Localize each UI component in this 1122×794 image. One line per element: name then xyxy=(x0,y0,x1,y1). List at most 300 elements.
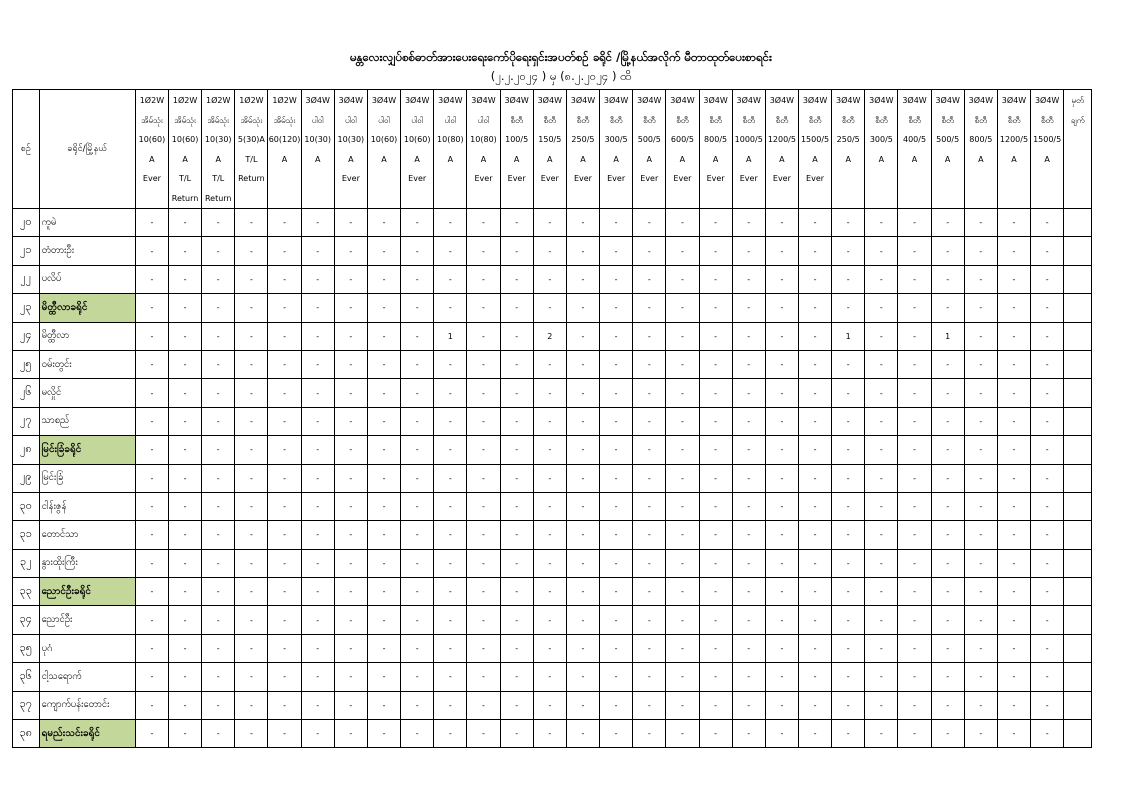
township-name: မြင်းခြံ xyxy=(39,464,135,492)
header-meter-line: Ever xyxy=(739,174,758,183)
meter-count-cell: - xyxy=(765,606,798,634)
meter-count-cell: - xyxy=(533,436,566,464)
meter-count-cell: - xyxy=(367,720,400,748)
meter-count-cell: - xyxy=(964,209,997,237)
meter-count-cell: - xyxy=(301,720,334,748)
meter-count-cell: - xyxy=(169,492,202,520)
meter-count-cell: - xyxy=(832,237,865,265)
meter-count-cell: - xyxy=(997,521,1030,549)
meter-count-cell: - xyxy=(169,606,202,634)
header-meter-line: A xyxy=(182,154,188,164)
meter-count-cell: - xyxy=(798,379,831,407)
meter-count-cell: - xyxy=(633,634,666,662)
header-meter-line: 10(60) xyxy=(370,135,398,144)
meter-count-cell: - xyxy=(235,407,268,435)
meter-count-cell: - xyxy=(798,237,831,265)
meter-count-cell: - xyxy=(732,578,765,606)
meter-count-cell: - xyxy=(235,492,268,520)
meter-count-cell: - xyxy=(1031,436,1064,464)
meter-count-cell: - xyxy=(600,379,633,407)
meter-count-cell: - xyxy=(367,209,400,237)
header-meter-line: Ever xyxy=(772,174,791,183)
meter-count-cell: - xyxy=(765,209,798,237)
meter-count-cell: - xyxy=(334,209,367,237)
meter-count-cell: - xyxy=(500,663,533,691)
header-meter-line: 3Ø4W xyxy=(570,96,596,105)
meter-count-cell: - xyxy=(732,265,765,293)
header-meter-line: 1500/5 xyxy=(800,135,830,144)
meter-count-cell: - xyxy=(898,549,931,577)
meter-count-cell: - xyxy=(832,265,865,293)
meter-count-cell: - xyxy=(633,606,666,634)
header-meter-line: စီတီ xyxy=(908,115,921,125)
meter-count-cell: - xyxy=(500,265,533,293)
meter-count-cell: - xyxy=(268,578,301,606)
township-name: တောင်သာ xyxy=(39,521,135,549)
header-remarks xyxy=(1064,90,1092,209)
meter-count-cell: - xyxy=(268,606,301,634)
meter-count-cell: - xyxy=(964,407,997,435)
meter-count-cell: - xyxy=(500,578,533,606)
meter-count-cell: - xyxy=(865,237,898,265)
header-meter-line: Ever xyxy=(540,174,559,183)
meter-count-cell: - xyxy=(334,720,367,748)
meter-count-cell: - xyxy=(666,265,699,293)
remark-cell xyxy=(1064,634,1092,662)
meter-count-cell: - xyxy=(367,407,400,435)
header-meter-line: A xyxy=(149,154,155,164)
meter-count-cell: - xyxy=(633,691,666,719)
header-meter-line: 1Ø2W xyxy=(139,96,165,105)
meter-count-cell: - xyxy=(235,521,268,549)
meter-count-cell: - xyxy=(1031,209,1064,237)
meter-count-cell: - xyxy=(235,294,268,322)
meter-count-cell: - xyxy=(268,521,301,549)
meter-count-cell: - xyxy=(699,663,732,691)
header-meter-line: 3Ø4W xyxy=(404,96,430,105)
meter-count-cell: - xyxy=(1031,407,1064,435)
meter-count-cell: - xyxy=(533,407,566,435)
header-meter-line: စီတီ xyxy=(941,115,954,125)
district-name: မြင်းခြံခရိုင် xyxy=(39,436,135,464)
meter-count-cell: - xyxy=(865,322,898,350)
meter-count-cell: - xyxy=(434,407,467,435)
meter-count-cell: - xyxy=(600,720,633,748)
row-serial: ၂၅ xyxy=(13,350,40,378)
table-row xyxy=(13,294,1092,322)
meter-count-cell: - xyxy=(334,634,367,662)
meter-count-cell: - xyxy=(202,464,235,492)
meter-count-cell: - xyxy=(964,578,997,606)
meter-count-cell: - xyxy=(1031,265,1064,293)
meter-count-cell: - xyxy=(500,237,533,265)
meter-count-cell: - xyxy=(401,322,434,350)
meter-count-cell: - xyxy=(500,549,533,577)
page-title: မန္တလေးလျှပ်စစ်ဓာတ်အားပေးရေးကော်ပိုရေးရှင်းအပတ်စဉ် ခရိုင် /မြို့နယ်အလိုက် မီတာထုတ်ပေးစာရင်း xyxy=(350,50,772,64)
header-meter-line: A xyxy=(547,154,553,164)
meter-count-cell: - xyxy=(235,379,268,407)
meter-count-cell: - xyxy=(367,237,400,265)
meter-count-cell: - xyxy=(931,720,964,748)
meter-count-cell: - xyxy=(898,663,931,691)
meter-count-cell: - xyxy=(798,294,831,322)
meter-count-cell: - xyxy=(235,322,268,350)
header-meter-line: Ever xyxy=(673,174,692,183)
meter-count-cell: - xyxy=(169,209,202,237)
header-meter-line: 3Ø4W xyxy=(438,96,463,105)
meter-count-cell: - xyxy=(235,209,268,237)
meter-count-cell: - xyxy=(566,265,599,293)
header-meter-line: 3Ø4W xyxy=(935,96,960,105)
meter-count-cell: - xyxy=(997,492,1030,520)
meter-count-cell: - xyxy=(135,407,168,435)
meter-count-cell: - xyxy=(666,436,699,464)
header-meter-col xyxy=(865,90,898,209)
meter-count-cell: - xyxy=(533,265,566,293)
meter-count-cell: - xyxy=(732,691,765,719)
meter-count-cell: - xyxy=(202,294,235,322)
meter-count-cell: - xyxy=(367,436,400,464)
meter-count-cell: - xyxy=(765,691,798,719)
meter-count-cell: - xyxy=(566,549,599,577)
meter-count-cell: - xyxy=(500,294,533,322)
meter-count-cell: - xyxy=(765,379,798,407)
header-meter-line: Ever xyxy=(142,174,161,183)
meter-count-cell: - xyxy=(268,436,301,464)
meter-count-cell: - xyxy=(202,492,235,520)
meter-count-cell: - xyxy=(964,521,997,549)
meter-count-cell: - xyxy=(235,464,268,492)
meter-count-cell: - xyxy=(931,634,964,662)
meter-count-cell: - xyxy=(235,350,268,378)
meter-count-cell: - xyxy=(997,294,1030,322)
meter-count-cell: - xyxy=(434,237,467,265)
row-serial: ၂၃ xyxy=(13,294,40,322)
meter-count-cell: - xyxy=(997,578,1030,606)
meter-count-cell: - xyxy=(334,521,367,549)
header-meter-line: 3Ø4W xyxy=(670,96,695,105)
meter-count-cell: - xyxy=(434,209,467,237)
meter-count-cell: - xyxy=(997,691,1030,719)
meter-count-cell: - xyxy=(169,265,202,293)
meter-count-cell: - xyxy=(898,691,931,719)
meter-count-cell: - xyxy=(268,549,301,577)
meter-count-cell: - xyxy=(732,663,765,691)
meter-count-cell: - xyxy=(566,237,599,265)
header-meter-col xyxy=(401,90,434,209)
meter-count-cell: 2 xyxy=(533,322,566,350)
meter-count-cell: - xyxy=(500,634,533,662)
header-meter-col xyxy=(169,90,202,209)
meter-count-cell: - xyxy=(533,606,566,634)
township-name: တံတားဦး xyxy=(39,237,135,265)
remark-cell xyxy=(1064,436,1092,464)
meter-count-cell: - xyxy=(732,634,765,662)
meter-count-cell: - xyxy=(964,663,997,691)
meter-count-cell: - xyxy=(533,549,566,577)
header-meter-col xyxy=(500,90,533,209)
meter-count-cell: - xyxy=(169,379,202,407)
row-serial: ၃၅ xyxy=(13,634,40,662)
meter-count-cell: - xyxy=(334,237,367,265)
meter-count-cell: - xyxy=(798,549,831,577)
meter-count-cell: - xyxy=(931,521,964,549)
meter-count-cell: - xyxy=(600,606,633,634)
header-meter-line: 10(60) xyxy=(171,135,199,144)
meter-count-cell: - xyxy=(202,578,235,606)
meter-count-cell: - xyxy=(898,209,931,237)
meter-count-cell: - xyxy=(699,379,732,407)
meter-count-cell: - xyxy=(401,691,434,719)
meter-count-cell: - xyxy=(699,350,732,378)
meter-count-cell: - xyxy=(765,237,798,265)
header-meter-line: Return xyxy=(204,193,232,203)
meter-count-cell: - xyxy=(997,322,1030,350)
meter-count-cell: - xyxy=(467,549,500,577)
meter-count-cell: - xyxy=(699,606,732,634)
meter-count-cell: - xyxy=(202,407,235,435)
meter-count-cell: - xyxy=(268,265,301,293)
header-meter-line: A xyxy=(447,154,454,164)
header-meter-line: 3Ø4W xyxy=(603,96,629,105)
meter-count-cell: - xyxy=(633,436,666,464)
row-serial: ၂၇ xyxy=(13,407,40,435)
meter-count-cell: - xyxy=(865,492,898,520)
header-meter-col xyxy=(600,90,633,209)
meter-count-cell: - xyxy=(334,464,367,492)
district-name: ညောင်ဦးခရိုင် xyxy=(39,578,135,606)
meter-count-cell: - xyxy=(931,379,964,407)
header-meter-line: A xyxy=(613,154,619,164)
meter-count-cell: - xyxy=(566,379,599,407)
header-meter-line: 3Ø4W xyxy=(637,96,662,105)
meter-count-cell: - xyxy=(467,691,500,719)
header-meter-line: A xyxy=(414,154,420,164)
meter-count-cell: - xyxy=(169,464,202,492)
meter-count-cell: - xyxy=(898,720,931,748)
meter-count-cell: - xyxy=(301,521,334,549)
meter-count-cell: - xyxy=(566,436,599,464)
meter-count-cell: - xyxy=(467,606,500,634)
meter-count-cell: - xyxy=(931,209,964,237)
meter-count-cell: - xyxy=(633,350,666,378)
meter-count-cell: - xyxy=(666,464,699,492)
meter-count-cell: 1 xyxy=(832,322,865,350)
meter-count-cell: - xyxy=(268,492,301,520)
header-meter-col xyxy=(467,90,500,209)
header-meter-line: စီတီ xyxy=(775,115,789,125)
meter-count-cell: - xyxy=(202,634,235,662)
meter-count-cell: - xyxy=(732,379,765,407)
header-meter-line: 3Ø4W xyxy=(703,96,728,105)
meter-count-cell: - xyxy=(600,407,633,435)
meter-count-cell: - xyxy=(832,464,865,492)
date-range: (၂.၂.၂၀၂၄ ) မှ (၈.၂.၂၀၂၄ ) ထိ xyxy=(490,69,632,83)
header-meter-col xyxy=(964,90,997,209)
row-serial: ၃၈ xyxy=(13,720,40,748)
meter-issue-table xyxy=(12,89,1092,748)
header-meter-col xyxy=(798,90,831,209)
header-meter-col xyxy=(633,90,666,209)
meter-count-cell: - xyxy=(964,350,997,378)
meter-count-cell: - xyxy=(500,606,533,634)
meter-count-cell: - xyxy=(600,294,633,322)
meter-count-cell: - xyxy=(699,492,732,520)
meter-count-cell: - xyxy=(1031,634,1064,662)
header-meter-line: A xyxy=(513,154,520,164)
meter-count-cell: - xyxy=(533,492,566,520)
meter-count-cell: - xyxy=(533,379,566,407)
header-meter-line: 10(60) xyxy=(403,135,431,144)
header-meter-line: 3Ø4W xyxy=(968,96,994,105)
meter-count-cell: - xyxy=(169,720,202,748)
header-meter-line: Ever xyxy=(806,174,825,183)
meter-count-cell: - xyxy=(401,663,434,691)
meter-count-cell: - xyxy=(765,521,798,549)
header-meter-line: A xyxy=(779,154,785,164)
header-meter-line: 3Ø4W xyxy=(1034,96,1060,105)
header-meter-line: Ever xyxy=(507,174,526,183)
meter-count-cell: - xyxy=(865,578,898,606)
meter-count-cell: - xyxy=(798,492,831,520)
meter-count-cell: - xyxy=(367,350,400,378)
meter-count-cell: - xyxy=(533,691,566,719)
meter-count-cell: - xyxy=(235,634,268,662)
meter-count-cell: - xyxy=(865,634,898,662)
row-serial: ၂၂ xyxy=(13,265,40,293)
remark-cell xyxy=(1064,350,1092,378)
meter-count-cell: - xyxy=(467,294,500,322)
meter-count-cell: - xyxy=(732,606,765,634)
header-meter-line: စီတီ xyxy=(643,115,656,125)
table-row xyxy=(13,720,1092,748)
meter-count-cell: - xyxy=(533,720,566,748)
meter-count-cell: - xyxy=(798,407,831,435)
meter-count-cell: - xyxy=(964,492,997,520)
meter-count-cell: - xyxy=(434,549,467,577)
meter-count-cell: - xyxy=(169,521,202,549)
meter-count-cell: - xyxy=(301,691,334,719)
header-meter-line: 10(30) xyxy=(204,135,232,144)
meter-count-cell: - xyxy=(301,407,334,435)
meter-count-cell: - xyxy=(666,379,699,407)
meter-count-cell: - xyxy=(898,265,931,293)
header-meter-line: စီတီ xyxy=(709,115,722,125)
meter-count-cell: - xyxy=(533,578,566,606)
header-meter-line: A xyxy=(1011,154,1017,164)
table-row xyxy=(13,578,1092,606)
meter-count-cell: - xyxy=(666,294,699,322)
meter-count-cell: - xyxy=(434,492,467,520)
header-meter-line: 3Ø4W xyxy=(338,96,364,105)
meter-count-cell: - xyxy=(235,663,268,691)
meter-count-cell: - xyxy=(997,350,1030,378)
remark-cell xyxy=(1064,492,1092,520)
meter-count-cell: - xyxy=(135,492,168,520)
header-meter-line: 10(80) xyxy=(437,135,464,144)
meter-count-cell: - xyxy=(832,209,865,237)
remark-cell xyxy=(1064,606,1092,634)
meter-count-cell: - xyxy=(500,720,533,748)
meter-count-cell: - xyxy=(467,407,500,435)
header-meter-line: ပါဝါ xyxy=(378,115,390,125)
meter-count-cell: - xyxy=(202,436,235,464)
meter-count-cell: - xyxy=(401,237,434,265)
meter-count-cell: - xyxy=(931,691,964,719)
meter-count-cell: - xyxy=(135,209,168,237)
meter-count-cell: - xyxy=(898,492,931,520)
header-meter-line: စီတီ xyxy=(1007,115,1021,125)
meter-count-cell: - xyxy=(964,720,997,748)
header-meter-line: စီတီ xyxy=(576,115,590,125)
meter-count-cell: - xyxy=(202,720,235,748)
header-meter-line: စီတီ xyxy=(1040,115,1054,125)
meter-count-cell: - xyxy=(765,634,798,662)
header-name: ခရိုင်/မြို့နယ် xyxy=(39,90,135,209)
meter-count-cell: - xyxy=(997,407,1030,435)
meter-count-cell: - xyxy=(367,549,400,577)
meter-count-cell: - xyxy=(865,521,898,549)
meter-count-cell: - xyxy=(600,209,633,237)
meter-count-cell: - xyxy=(898,350,931,378)
meter-count-cell: - xyxy=(434,606,467,634)
table-row xyxy=(13,237,1092,265)
meter-count-cell: - xyxy=(268,350,301,378)
meter-count-cell: - xyxy=(566,663,599,691)
meter-count-cell: - xyxy=(666,521,699,549)
header-meter-line: A xyxy=(381,154,387,164)
meter-count-cell: - xyxy=(964,634,997,662)
meter-count-cell: - xyxy=(931,492,964,520)
meter-count-cell: - xyxy=(135,634,168,662)
meter-count-cell: - xyxy=(633,322,666,350)
meter-count-cell: - xyxy=(699,634,732,662)
header-meter-col xyxy=(268,90,301,209)
header-meter-line: 250/5 xyxy=(836,135,860,144)
meter-count-cell: - xyxy=(633,407,666,435)
meter-count-cell: - xyxy=(401,634,434,662)
header-meter-line: 500/5 xyxy=(637,135,661,144)
meter-count-cell: - xyxy=(964,237,997,265)
meter-count-cell: - xyxy=(997,634,1030,662)
township-name: ညောင်ဦး xyxy=(39,606,135,634)
meter-count-cell: - xyxy=(600,237,633,265)
meter-count-cell: - xyxy=(500,209,533,237)
header-meter-line: 800/5 xyxy=(704,135,728,144)
meter-count-cell: - xyxy=(135,379,168,407)
meter-count-cell: - xyxy=(268,634,301,662)
meter-count-cell: - xyxy=(533,521,566,549)
meter-count-cell: - xyxy=(268,663,301,691)
meter-count-cell: - xyxy=(1031,663,1064,691)
meter-count-cell: - xyxy=(566,606,599,634)
meter-count-cell: - xyxy=(931,436,964,464)
remark-cell xyxy=(1064,464,1092,492)
header-remarks-line: ချက် xyxy=(1070,115,1085,125)
meter-count-cell: - xyxy=(898,436,931,464)
meter-count-cell: - xyxy=(765,322,798,350)
meter-count-cell: - xyxy=(202,265,235,293)
meter-count-cell: - xyxy=(301,379,334,407)
meter-count-cell: - xyxy=(931,350,964,378)
meter-count-cell: - xyxy=(865,691,898,719)
meter-count-cell: - xyxy=(467,521,500,549)
header-meter-col xyxy=(135,90,168,209)
meter-count-cell: - xyxy=(865,720,898,748)
meter-count-cell: - xyxy=(633,578,666,606)
row-serial: ၃၀ xyxy=(13,492,40,520)
meter-count-cell: - xyxy=(931,237,964,265)
